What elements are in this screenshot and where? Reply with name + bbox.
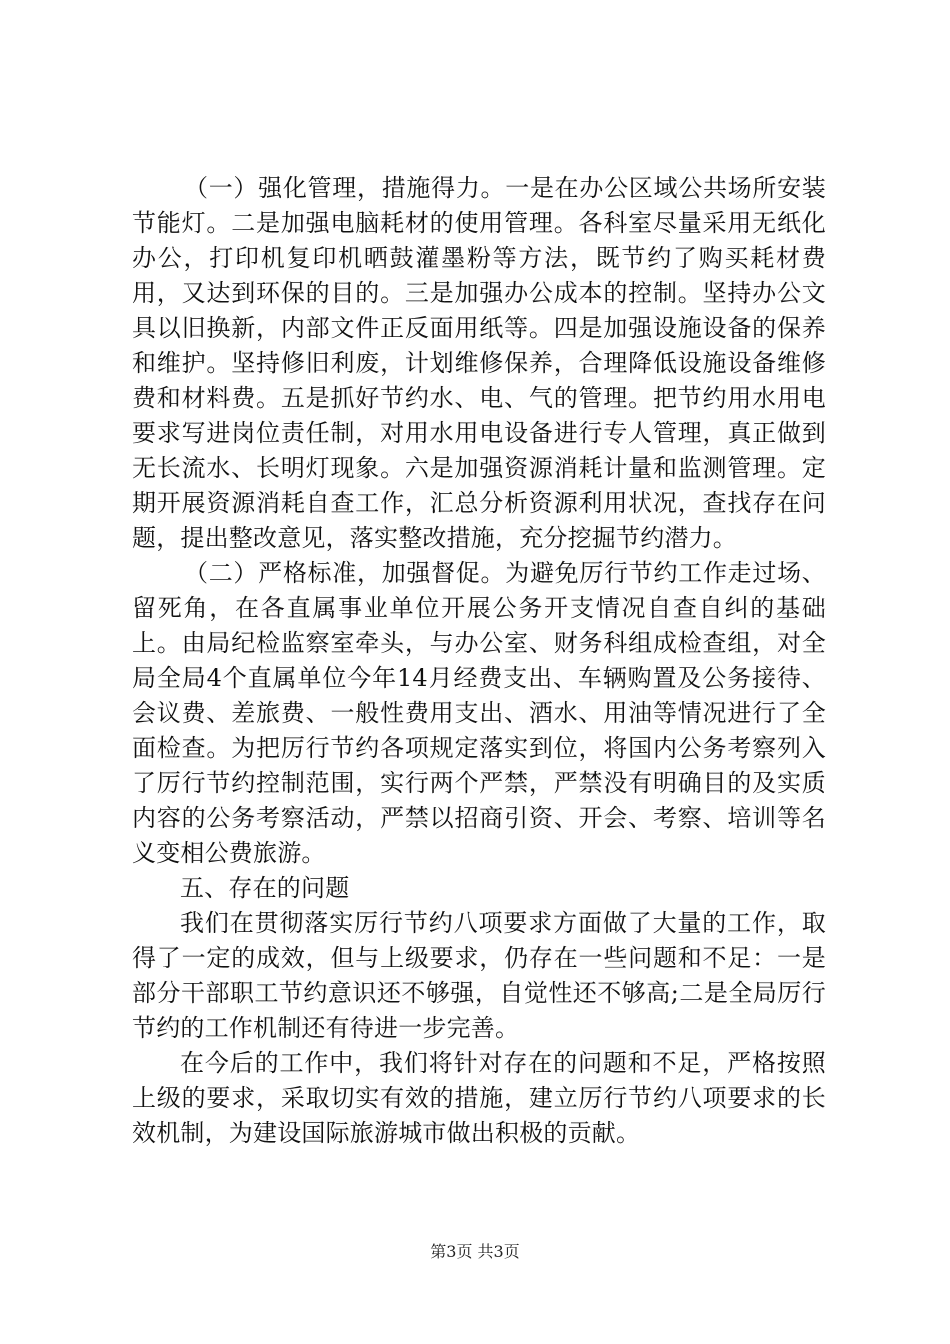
paragraph-problems: 我们在贯彻落实厉行节约八项要求方面做了大量的工作，取得了一定的成效，但与上级要求，仍存在一些问题和不足：一是部分干部职工节约意识还不够强，自觉性还不够高;二是全局厉行节约的工作机制还有待进一步完善。 bbox=[132, 909, 826, 1042]
paragraph-standards: （二）严格标准，加强督促。为避免厉行节约工作走过场、留死角，在各直属事业单位开展公务开支情况自查自纠的基础上。由局纪检监察室牵头，与办公室、财务科组成检查组，对全局全局4个直属单位今年14月经费支出、车辆购置及公务接待、会议费、差旅费、一般性费用支出、酒水、用油等情况进行了全面检查。为把厉行节约各项规定落实到位，将国内公务考察列入了厉行节约控制范围，实行两个严禁，严禁没有明确目的及实质内容的公务考察活动，严禁以招商引资、开会、考察、培训等名义变相公费旅游。 bbox=[132, 559, 826, 867]
page-footer: 第3页 共3页 bbox=[430, 1242, 520, 1261]
paragraph-measures: （一）强化管理，措施得力。一是在办公区域公共场所安装节能灯。二是加强电脑耗材的使用管理。各科室尽量采用无纸化办公，打印机复印机晒鼓灌墨粉等方法，既节约了购买耗材费用，又达到环保的目的。三是加强办公成本的控制。坚持办公文具以旧换新，内部文件正反面用纸等。四是加强设施设备的保养和维护。坚持修旧利废，计划维修保养，合理降低设施设备维修费和材料费。五是抓好节约水、电、气的管理。把节约用水用电要求写进岗位责任制，对用水用电设备进行专人管理，真正做到无长流水、长明灯现象。六是加强资源消耗计量和监测管理。定期开展资源消耗自查工作，汇总分析资源利用状况，查找存在问题，提出整改意见，落实整改措施，充分挖掘节约潜力。 bbox=[132, 174, 826, 552]
paragraph-future-work: 在今后的工作中，我们将针对存在的问题和不足，严格按照上级的要求，采取切实有效的措施，建立厉行节约八项要求的长效机制，为建设国际旅游城市做出积极的贡献。 bbox=[132, 1049, 826, 1147]
document-body bbox=[132, 171, 826, 1151]
section-heading-problems: 五、存在的问题 bbox=[180, 874, 350, 902]
